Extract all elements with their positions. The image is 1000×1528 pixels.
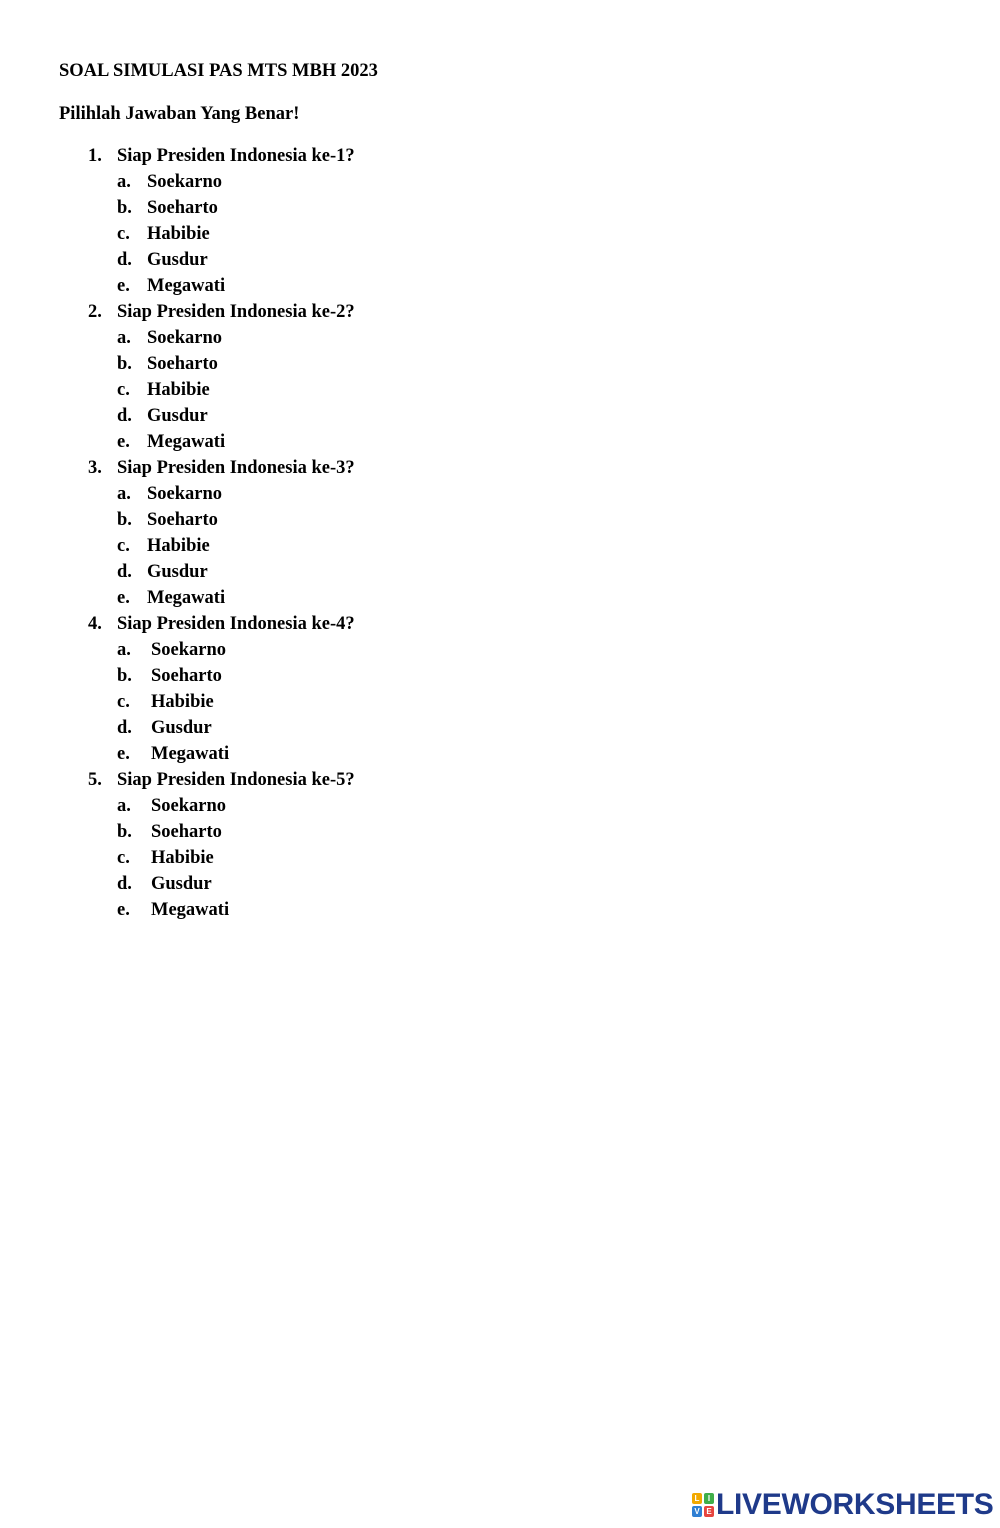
option-item[interactable]	[117, 325, 959, 351]
option-item[interactable]	[117, 819, 959, 845]
option-letter: c.	[117, 380, 130, 400]
option-item[interactable]	[117, 195, 959, 221]
option-letter: a.	[117, 640, 131, 660]
question-number: 5.	[88, 770, 102, 790]
liveworksheets-logo	[692, 1489, 994, 1521]
option-text: Soekarno	[147, 484, 223, 504]
option-letter: e.	[117, 432, 130, 452]
option-item[interactable]	[117, 897, 959, 923]
option-item[interactable]	[117, 481, 959, 507]
option-item[interactable]	[117, 585, 959, 611]
question-item	[88, 455, 959, 611]
option-text: Habibie	[147, 380, 210, 400]
option-letter: d.	[117, 718, 132, 738]
option-text: Megawati	[147, 588, 226, 608]
option-letter: b.	[117, 666, 132, 686]
option-text: Habibie	[147, 536, 210, 556]
option-text: Gusdur	[147, 562, 208, 582]
option-text: Soekarno	[151, 640, 227, 660]
option-item[interactable]	[117, 507, 959, 533]
option-item[interactable]	[117, 429, 959, 455]
option-text: Soeharto	[147, 510, 218, 530]
option-item[interactable]	[117, 559, 959, 585]
option-letter: a.	[117, 328, 131, 348]
option-item[interactable]	[117, 533, 959, 559]
question-number: 3.	[88, 458, 102, 478]
question-row	[88, 611, 959, 637]
logo-mark-tile: E	[704, 1506, 714, 1517]
option-letter: c.	[117, 848, 130, 868]
option-text: Gusdur	[147, 250, 208, 270]
option-letter: b.	[117, 198, 132, 218]
option-item[interactable]	[117, 871, 959, 897]
logo-mark-tile: V	[692, 1506, 702, 1517]
option-list	[117, 481, 959, 611]
option-item[interactable]	[117, 221, 959, 247]
question-row	[88, 455, 959, 481]
option-text: Soekarno	[147, 172, 223, 192]
option-text: Habibie	[151, 848, 214, 868]
question-row	[88, 299, 959, 325]
option-text: Gusdur	[151, 718, 212, 738]
instruction-text: Pilihlah Jawaban Yang Benar!	[59, 104, 300, 124]
option-letter: b.	[117, 354, 132, 374]
question-number: 2.	[88, 302, 102, 322]
option-text: Megawati	[151, 744, 230, 764]
option-letter: e.	[117, 900, 130, 920]
option-letter: c.	[117, 224, 130, 244]
option-text: Soekarno	[147, 328, 223, 348]
option-text: Soekarno	[151, 796, 227, 816]
option-item[interactable]	[117, 741, 959, 767]
question-list	[88, 143, 959, 923]
option-text: Megawati	[147, 432, 226, 452]
option-list	[117, 793, 959, 923]
option-item[interactable]	[117, 663, 959, 689]
question-row	[88, 143, 959, 169]
option-text: Habibie	[151, 692, 214, 712]
worksheet-page	[59, 58, 959, 923]
logo-text: LIVEWORKSHEETS	[716, 1488, 994, 1521]
option-letter: c.	[117, 692, 130, 712]
option-text: Megawati	[151, 900, 230, 920]
option-letter: d.	[117, 562, 132, 582]
option-text: Gusdur	[151, 874, 212, 894]
logo-mark-tile: L	[692, 1493, 702, 1504]
option-item[interactable]	[117, 247, 959, 273]
option-item[interactable]	[117, 169, 959, 195]
option-text: Gusdur	[147, 406, 208, 426]
option-text: Soeharto	[151, 822, 222, 842]
option-text: Soeharto	[151, 666, 222, 686]
question-number: 4.	[88, 614, 102, 634]
option-text: Soeharto	[147, 354, 218, 374]
option-letter: e.	[117, 276, 130, 296]
question-text: Siap Presiden Indonesia ke-1?	[117, 146, 355, 166]
option-list	[117, 169, 959, 299]
question-row	[88, 767, 959, 793]
option-letter: e.	[117, 744, 130, 764]
option-letter: e.	[117, 588, 130, 608]
option-letter: a.	[117, 796, 131, 816]
logo-mark-tile: I	[704, 1493, 714, 1504]
question-number: 1.	[88, 146, 102, 166]
option-letter: d.	[117, 874, 132, 894]
logo-mark-icon	[692, 1493, 714, 1517]
option-list	[117, 325, 959, 455]
option-item[interactable]	[117, 715, 959, 741]
option-item[interactable]	[117, 637, 959, 663]
option-letter: b.	[117, 510, 132, 530]
question-item	[88, 611, 959, 767]
page-title: SOAL SIMULASI PAS MTS MBH 2023	[59, 61, 378, 81]
option-letter: d.	[117, 250, 132, 270]
option-letter: a.	[117, 172, 131, 192]
option-letter: d.	[117, 406, 132, 426]
option-item[interactable]	[117, 793, 959, 819]
option-item[interactable]	[117, 351, 959, 377]
option-text: Soeharto	[147, 198, 218, 218]
question-item	[88, 767, 959, 923]
option-letter: c.	[117, 536, 130, 556]
option-letter: a.	[117, 484, 131, 504]
option-list	[117, 637, 959, 767]
question-text: Siap Presiden Indonesia ke-2?	[117, 302, 355, 322]
option-item[interactable]	[117, 689, 959, 715]
option-item[interactable]	[117, 845, 959, 871]
option-text: Megawati	[147, 276, 226, 296]
option-text: Habibie	[147, 224, 210, 244]
question-item	[88, 299, 959, 455]
option-item[interactable]	[117, 273, 959, 299]
question-text: Siap Presiden Indonesia ke-5?	[117, 770, 355, 790]
question-item	[88, 143, 959, 299]
option-letter: b.	[117, 822, 132, 842]
question-text: Siap Presiden Indonesia ke-3?	[117, 458, 355, 478]
question-text: Siap Presiden Indonesia ke-4?	[117, 614, 355, 634]
option-item[interactable]	[117, 403, 959, 429]
option-item[interactable]	[117, 377, 959, 403]
